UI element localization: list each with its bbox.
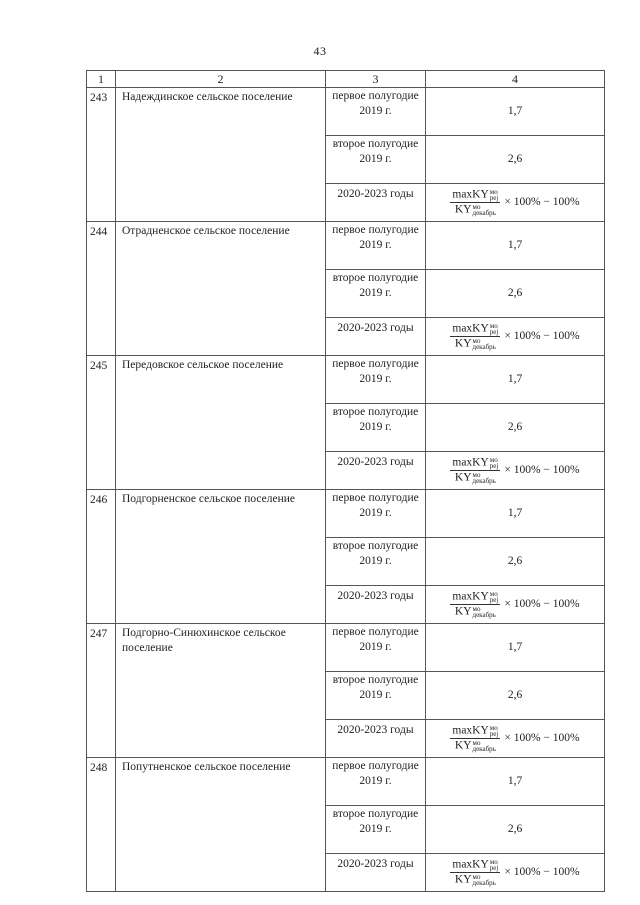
table-body: [87, 88, 605, 892]
value-first-half: 1,7: [426, 356, 605, 404]
period-second-half: второе полугодие 2019 г.: [326, 672, 426, 720]
row-number: 248: [87, 758, 116, 892]
row-number: 244: [87, 222, 116, 356]
formula: [426, 323, 604, 350]
settlement-name: Отрадненское сельское поселение: [116, 222, 326, 356]
formula: [426, 189, 604, 216]
formula-denominator: KY мо декабрь: [454, 337, 496, 351]
period-first-half: первое полугодие 2019 г.: [326, 356, 426, 404]
formula-cell: [426, 854, 605, 892]
formula: [426, 591, 604, 618]
formula-tail: × 100% − 100%: [504, 196, 580, 209]
formula-denominator: KY мо декабрь: [454, 203, 496, 217]
period-2020-2023: 2020-2023 годы: [326, 452, 426, 490]
settlement-name: Подгорненское сельское поселение: [116, 490, 326, 624]
period-first-half: первое полугодие 2019 г.: [326, 88, 426, 136]
period-2020-2023: 2020-2023 годы: [326, 720, 426, 758]
row-number: 245: [87, 356, 116, 490]
period-2020-2023: 2020-2023 годы: [326, 586, 426, 624]
header-cell-1: 1: [87, 71, 116, 88]
header-cell-3: 3: [326, 71, 426, 88]
settlement-name: Попутненское сельское поселение: [116, 758, 326, 892]
period-second-half: второе полугодие 2019 г.: [326, 404, 426, 452]
value-first-half: 1,7: [426, 758, 605, 806]
table-header-row: [87, 71, 605, 88]
period-2020-2023: 2020-2023 годы: [326, 318, 426, 356]
formula: [426, 457, 604, 484]
row-number: 247: [87, 624, 116, 758]
period-second-half: второе полугодие 2019 г.: [326, 270, 426, 318]
formula: [426, 725, 604, 752]
table-row: [87, 356, 605, 404]
value-second-half: 2,6: [426, 672, 605, 720]
formula-numerator: maxKY мо pej: [452, 858, 499, 872]
formula-numerator: maxKY мо pej: [452, 322, 499, 336]
value-second-half: 2,6: [426, 136, 605, 184]
formula-numerator: maxKY мо pej: [452, 724, 499, 738]
formula-fraction: [450, 189, 500, 216]
formula-tail: × 100% − 100%: [504, 866, 580, 879]
formula-cell: [426, 318, 605, 356]
row-number: 246: [87, 490, 116, 624]
formula-fraction: [450, 859, 500, 886]
formula-tail: × 100% − 100%: [504, 732, 580, 745]
period-first-half: первое полугодие 2019 г.: [326, 222, 426, 270]
settlement-name: Надеждинское сельское поселение: [116, 88, 326, 222]
value-second-half: 2,6: [426, 270, 605, 318]
settlement-name: Подгорно-Синюхинское сельское поселение: [116, 624, 326, 758]
value-first-half: 1,7: [426, 624, 605, 672]
formula-cell: [426, 720, 605, 758]
table-row: [87, 758, 605, 806]
period-2020-2023: 2020-2023 годы: [326, 184, 426, 222]
table-row: [87, 490, 605, 538]
formula-denominator: KY мо декабрь: [454, 605, 496, 619]
value-second-half: 2,6: [426, 404, 605, 452]
formula-tail: × 100% − 100%: [504, 330, 580, 343]
formula-fraction: [450, 457, 500, 484]
value-first-half: 1,7: [426, 490, 605, 538]
settlement-name: Передовское сельское поселение: [116, 356, 326, 490]
tariff-table: [86, 70, 605, 892]
period-second-half: второе полугодие 2019 г.: [326, 806, 426, 854]
value-first-half: 1,7: [426, 88, 605, 136]
value-second-half: 2,6: [426, 538, 605, 586]
formula-fraction: [450, 591, 500, 618]
value-first-half: 1,7: [426, 222, 605, 270]
header-cell-4: 4: [426, 71, 605, 88]
formula-cell: [426, 184, 605, 222]
table-row: [87, 88, 605, 136]
table-row: [87, 624, 605, 672]
formula-numerator: maxKY мо pej: [452, 188, 499, 202]
formula-fraction: [450, 725, 500, 752]
formula-denominator: KY мо декабрь: [454, 873, 496, 887]
formula-numerator: maxKY мо pej: [452, 456, 499, 470]
table-row: [87, 222, 605, 270]
formula-cell: [426, 586, 605, 624]
formula-denominator: KY мо декабрь: [454, 739, 496, 753]
formula-tail: × 100% − 100%: [504, 464, 580, 477]
period-second-half: второе полугодие 2019 г.: [326, 136, 426, 184]
header-cell-2: 2: [116, 71, 326, 88]
formula-cell: [426, 452, 605, 490]
formula-fraction: [450, 323, 500, 350]
row-number: 243: [87, 88, 116, 222]
period-first-half: первое полугодие 2019 г.: [326, 490, 426, 538]
formula-numerator: maxKY мо pej: [452, 590, 499, 604]
formula-denominator: KY мо декабрь: [454, 471, 496, 485]
page-number: 43: [313, 44, 327, 58]
period-second-half: второе полугодие 2019 г.: [326, 538, 426, 586]
period-first-half: первое полугодие 2019 г.: [326, 624, 426, 672]
period-2020-2023: 2020-2023 годы: [326, 854, 426, 892]
period-first-half: первое полугодие 2019 г.: [326, 758, 426, 806]
formula-tail: × 100% − 100%: [504, 598, 580, 611]
formula: [426, 859, 604, 886]
value-second-half: 2,6: [426, 806, 605, 854]
